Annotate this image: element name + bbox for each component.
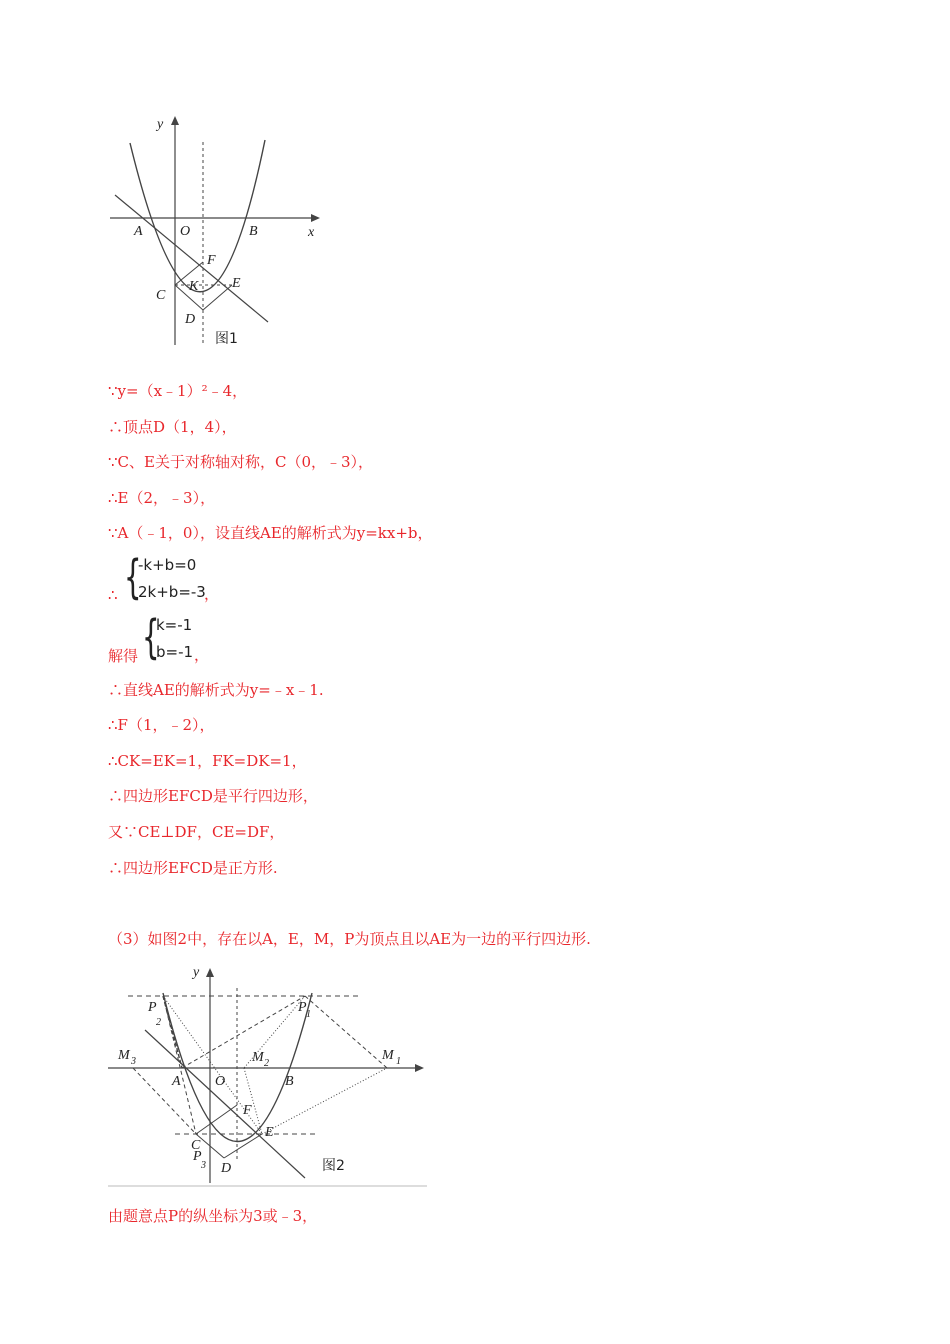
label-c: C [156, 288, 166, 303]
label-o: O [180, 224, 191, 239]
line-ae-equation: ∴直线AE的解析式为y=﹣x﹣1. [108, 681, 324, 699]
label-p1: P [298, 1000, 307, 1015]
line-point-e: ∴E（2，﹣3）， [108, 489, 216, 507]
label-f: F [207, 253, 216, 268]
label-a: A [134, 224, 143, 239]
label-x: x [308, 225, 315, 240]
line-part-3: （3）如图2中，存在以A，E，M，P为顶点且以AE为一边的平行四边形. [108, 930, 591, 948]
line-perpendicular: 又∵CE⊥DF，CE=DF， [108, 823, 285, 841]
line-square: ∴四边形EFCD是正方形. [108, 859, 278, 877]
line-point-f: ∴F（1，﹣2）， [108, 716, 215, 734]
line-point-a: ∵A（﹣1，0），设直线AE的解析式为y=kx+b， [108, 524, 433, 542]
x-axis-arrow [311, 214, 320, 222]
label-p2-sub: 2 [156, 1017, 161, 1028]
label-o: O [215, 1074, 226, 1089]
line-system-suffix: ， [204, 585, 220, 603]
y-axis-arrow [171, 116, 179, 125]
figure-1-caption: 图1 [215, 331, 238, 347]
label-p3-sub: 3 [201, 1160, 206, 1171]
line-vertex-d: ∴顶点D（1，4）， [108, 418, 237, 436]
label-c: C [191, 1138, 201, 1153]
figure-2-caption: 图2 [322, 1158, 345, 1174]
equation-2b: b=-1 [156, 643, 194, 661]
equation-1a: -k+b=0 [138, 556, 197, 574]
label-a: A [172, 1074, 181, 1089]
line-parallelogram: ∴四边形EFCD是平行四边形， [108, 787, 318, 805]
label-k: K [189, 279, 199, 294]
equation-1b: 2k+b=-3 [138, 583, 206, 601]
y-axis-arrow [206, 968, 214, 977]
label-m3-sub: 3 [131, 1056, 136, 1067]
figure-1 [105, 112, 330, 352]
figure-2 [100, 958, 435, 1190]
line-system-prefix: ∴ [108, 586, 118, 604]
dashed-p1-m1 [305, 996, 387, 1068]
brace-icon: { [124, 550, 142, 604]
label-y: y [193, 965, 200, 980]
equation-system-2 [142, 610, 222, 664]
dashed-p2-c [163, 996, 196, 1134]
segment-de [203, 285, 232, 310]
label-b: B [285, 1074, 294, 1089]
brace-icon: { [142, 610, 160, 664]
line-vertex-form: ∵y=（x﹣1）²﹣4， [108, 382, 248, 400]
label-b: B [249, 224, 258, 239]
label-m3: M [118, 1048, 130, 1063]
line-lengths: ∴CK=EK=1，FK=DK=1， [108, 752, 307, 770]
label-p3: P [193, 1149, 202, 1164]
equation-2a: k=-1 [156, 616, 193, 634]
line-ae [145, 1030, 305, 1178]
line-symmetric-ce: ∵C、E关于对称轴对称，C（0，﹣3）， [108, 453, 374, 471]
dashed-a-p1 [182, 996, 305, 1068]
label-f: F [243, 1103, 252, 1118]
label-e: E [265, 1125, 274, 1140]
dashed-m3-c [133, 1068, 196, 1134]
parabola [130, 140, 265, 292]
label-d: D [185, 312, 196, 327]
line-ae [115, 195, 268, 322]
label-m2-sub: 2 [264, 1058, 269, 1069]
line-solve-prefix: 解得 [108, 647, 139, 665]
label-m1-sub: 1 [396, 1056, 401, 1067]
x-axis-arrow [415, 1064, 424, 1072]
line-solve-suffix: ， [194, 646, 210, 664]
label-m2: M [252, 1050, 264, 1065]
dotted-e-m1 [262, 1068, 387, 1134]
label-p2: P [148, 1000, 157, 1015]
label-p1-sub: 1 [306, 1009, 311, 1020]
label-e: E [232, 276, 241, 291]
label-y: y [157, 117, 164, 132]
segment-de [224, 1134, 262, 1158]
label-d: D [221, 1161, 232, 1176]
line-p-ordinate: 由题意点P的纵坐标为3或﹣3， [108, 1207, 318, 1225]
label-m1: M [382, 1048, 394, 1063]
